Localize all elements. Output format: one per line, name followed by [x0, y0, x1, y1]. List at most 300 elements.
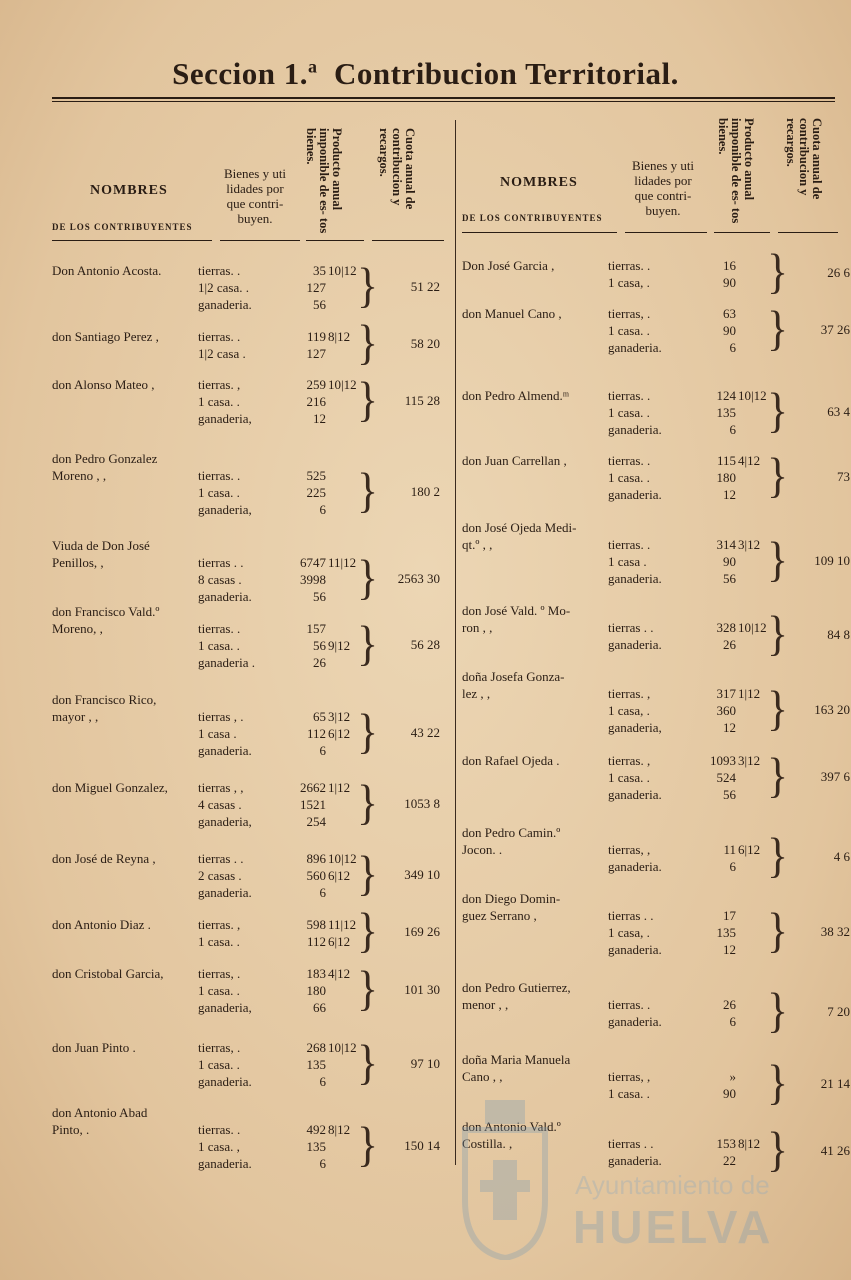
property-product: 26 — [313, 655, 326, 670]
contributor-name — [462, 979, 571, 1013]
property-list — [608, 387, 772, 438]
property-type: tierras, . — [198, 1040, 241, 1055]
property-product — [706, 602, 736, 619]
property-fraction: 6|12 — [738, 842, 761, 857]
property-row — [608, 841, 772, 858]
brace-icon: } — [767, 748, 789, 802]
property-list — [198, 1104, 362, 1172]
property-type: tierras . . — [198, 555, 244, 570]
property-list — [608, 668, 772, 736]
property-row — [198, 965, 362, 982]
property-type: 4 casas . — [198, 797, 242, 812]
property-type: ganaderia, — [198, 411, 252, 426]
property-row — [198, 796, 362, 813]
annual-quota: 101 30 — [404, 981, 440, 997]
property-product: 127 — [306, 280, 326, 295]
annual-quota: 2563 30 — [397, 570, 440, 586]
brace-icon: } — [767, 903, 789, 957]
property-row — [608, 786, 772, 803]
property-product: 6 — [319, 1074, 326, 1089]
property-product: 56 — [313, 297, 326, 312]
property-row — [608, 257, 772, 274]
entry-left-6 — [52, 603, 442, 703]
annual-quota: 63 4 — [827, 403, 850, 419]
header-underline-left-4 — [372, 240, 444, 241]
property-product — [706, 519, 736, 536]
property-product: 135 — [306, 1139, 326, 1154]
property-type: ganaderia. — [608, 571, 662, 586]
brace-icon: } — [357, 846, 379, 900]
property-product: 492 — [306, 1122, 326, 1137]
property-product: 17 — [723, 908, 736, 923]
brace-icon: } — [767, 532, 789, 586]
property-row — [608, 387, 772, 404]
brace-icon: } — [767, 1055, 789, 1110]
contributor-name-line: don Santiago Perez , — [52, 329, 159, 344]
annual-quota: 51 22 — [410, 278, 440, 294]
brace-icon: } — [767, 828, 789, 883]
property-product: 317 — [716, 686, 736, 701]
property-product: 90 — [723, 554, 736, 569]
property-list — [198, 262, 362, 313]
property-type: tierras. . — [608, 258, 651, 273]
property-product: 3998 — [300, 572, 326, 587]
property-product — [706, 1051, 736, 1068]
property-product: 6 — [319, 502, 326, 517]
header-underline-right-4 — [778, 232, 838, 233]
property-row — [198, 982, 362, 999]
property-type — [608, 890, 706, 907]
property-product — [296, 691, 326, 708]
property-type: tierras . . — [198, 851, 244, 866]
property-fraction: 10|12 — [738, 388, 767, 403]
property-list — [198, 779, 362, 830]
property-row — [608, 996, 772, 1013]
annual-quota: 1053 8 — [404, 795, 440, 811]
property-row — [198, 1104, 362, 1121]
property-product: 135 — [306, 1057, 326, 1072]
page-title — [0, 56, 851, 92]
contributor-name-line: don Alonso Mateo , — [52, 377, 155, 392]
property-row — [198, 691, 362, 708]
property-type — [198, 691, 296, 708]
property-row — [608, 685, 772, 702]
annual-quota: 397 6 — [820, 768, 850, 784]
property-product: 22 — [723, 1153, 736, 1168]
contributor-name-line: Moreno , , — [52, 468, 107, 483]
property-fraction: 10|12 — [328, 851, 357, 866]
property-type: tierras, . — [608, 306, 651, 321]
title-section: Seccion 1. — [172, 56, 308, 91]
property-row — [608, 486, 772, 503]
property-list — [198, 965, 362, 1016]
property-row — [608, 519, 772, 536]
annual-quota: 58 20 — [410, 336, 440, 351]
contributor-name-line: Jocon. . — [462, 842, 503, 857]
property-row — [198, 916, 362, 933]
property-type: tierras. , — [198, 917, 241, 932]
contributor-name — [462, 668, 565, 702]
annual-quota: 7 20 — [827, 1004, 850, 1019]
title-rule — [52, 97, 835, 99]
property-type: tierras, , — [608, 1069, 651, 1084]
property-type: 1 casa. . — [198, 1057, 240, 1072]
contributor-name-line: don Juan Pinto . — [52, 1040, 136, 1055]
property-product — [706, 824, 736, 841]
contributor-name — [462, 519, 576, 553]
property-type: 1 casa, . — [608, 925, 650, 940]
contributor-name — [462, 1051, 570, 1085]
property-fraction: 4|12 — [328, 966, 351, 981]
property-row — [198, 262, 362, 279]
annual-quota: 43 22 — [410, 724, 440, 740]
property-product — [706, 890, 736, 907]
property-product: 6 — [319, 885, 326, 900]
brace-icon: } — [357, 704, 379, 758]
property-product: 26 — [723, 997, 736, 1012]
property-list — [608, 257, 772, 291]
header-producto-left: Producto anual imponible de es- tos bienes. — [304, 128, 344, 234]
property-row — [198, 813, 362, 830]
property-product: 119 — [306, 329, 326, 344]
property-fraction: 8|12 — [738, 1136, 761, 1151]
header-sub-right: DE LOS CONTRIBUYENTES — [462, 213, 603, 223]
contributor-name-line: don José Vald. º Mo- — [462, 603, 571, 618]
entry-left-13 — [52, 1104, 442, 1204]
property-type: 1 casa. . — [608, 770, 650, 785]
contributor-name — [52, 1104, 147, 1138]
property-list — [608, 979, 772, 1030]
property-row — [198, 867, 362, 884]
header-underline-left-3 — [306, 240, 364, 241]
property-type: 1 casa. . — [198, 394, 240, 409]
property-row — [198, 554, 362, 571]
property-row — [608, 824, 772, 841]
property-fraction: 1|12 — [738, 686, 761, 701]
property-fraction: 6|12 — [328, 868, 351, 883]
brace-icon: } — [357, 903, 379, 958]
property-type: ganaderia. — [608, 340, 662, 355]
property-type — [608, 519, 706, 536]
annual-quota: 21 14 — [820, 1076, 850, 1091]
property-type: tierras. . — [198, 468, 241, 483]
coat-of-arms-icon — [455, 1090, 555, 1260]
contributor-name — [462, 387, 569, 404]
property-product: 6 — [729, 1014, 736, 1029]
property-product — [296, 603, 326, 620]
header-cuota-right: Cuota anual de contribucion y recargos. — [784, 118, 824, 200]
property-row — [198, 376, 362, 393]
property-row — [198, 637, 362, 654]
property-product — [706, 979, 736, 996]
property-row — [198, 1121, 362, 1138]
property-type: tierras, . — [198, 966, 241, 981]
annual-quota: 97 10 — [410, 1055, 440, 1071]
property-product — [706, 668, 736, 685]
header-underline-right-3 — [714, 232, 770, 233]
property-row — [198, 708, 362, 725]
property-product: 2662 — [300, 780, 326, 795]
property-type: ganaderia, — [608, 720, 662, 735]
property-row — [198, 1073, 362, 1090]
property-product: 63 — [723, 306, 736, 321]
property-type: 1 casa . — [198, 726, 237, 741]
property-type: ganaderia. — [198, 1074, 252, 1089]
annual-quota: 56 28 — [410, 636, 440, 652]
property-product: 259 — [306, 377, 326, 392]
property-list — [608, 890, 772, 958]
brace-icon: } — [357, 616, 379, 670]
brace-icon: } — [767, 244, 789, 299]
property-type — [608, 979, 706, 996]
header-bienes-left: Bienes y uti lidades por que contri- buyen. — [223, 166, 287, 226]
property-product: 12 — [723, 720, 736, 735]
property-type: ganaderia. — [198, 885, 252, 900]
property-fraction: 10|12 — [328, 263, 357, 278]
property-type — [198, 603, 296, 620]
property-row — [198, 1155, 362, 1172]
property-type: tierras. , — [608, 686, 651, 701]
brace-icon: } — [357, 1117, 379, 1171]
property-row — [608, 924, 772, 941]
contributor-name-line: don Antonio Vald.º — [462, 1119, 561, 1134]
contributor-name-line: Cano , , — [462, 1069, 503, 1084]
property-list — [198, 328, 362, 362]
brace-icon: } — [767, 383, 789, 437]
property-fraction: 1|12 — [328, 780, 351, 795]
brace-icon: } — [767, 301, 789, 355]
property-type: 1 casa. . — [198, 485, 240, 500]
contributor-name-line: Don José Garcia , — [462, 258, 555, 273]
property-type: ganaderia. — [608, 787, 662, 802]
property-row — [608, 636, 772, 653]
property-product: 66 — [313, 1000, 326, 1015]
property-type: 2 casas . — [198, 868, 242, 883]
property-fraction: 10|12 — [738, 620, 767, 635]
annual-quota: 41 26 — [820, 1143, 850, 1158]
property-type: tierras. . — [198, 621, 241, 636]
property-type: tierras , . — [198, 709, 244, 724]
property-row — [608, 602, 772, 619]
annual-quota: 37 26 — [820, 321, 850, 337]
property-product: 12 — [313, 411, 326, 426]
property-product: 112 — [306, 934, 326, 949]
property-product: 328 — [716, 620, 736, 635]
property-fraction: 3|12 — [738, 537, 761, 552]
contributor-name — [52, 603, 159, 637]
property-row — [608, 536, 772, 553]
property-row — [198, 620, 362, 637]
property-type: 1 casa. . — [608, 470, 650, 485]
contributor-name-line: don Francisco Vald.º — [52, 604, 160, 619]
contributor-name-line: mayor , , — [52, 709, 99, 724]
annual-quota: 169 26 — [404, 924, 440, 939]
property-row — [198, 328, 362, 345]
property-row — [198, 999, 362, 1016]
header-underline-left-2 — [220, 240, 300, 241]
contributor-name-line: don Pedro Gutierrez, — [462, 980, 571, 995]
contributor-name-line: don José de Reyna , — [52, 851, 156, 866]
property-type: ganaderia. — [198, 743, 252, 758]
contributor-name-line: Costilla. , — [462, 1136, 513, 1151]
property-fraction: 9|12 — [328, 638, 351, 653]
contributor-name-line: don Diego Domin- — [462, 891, 561, 906]
property-row — [198, 933, 362, 950]
property-type: ganaderia. — [608, 637, 662, 652]
property-type: ganaderia. — [198, 1156, 252, 1171]
header-sub-left: DE LOS CONTRIBUYENTES — [52, 222, 193, 232]
property-product: 90 — [723, 323, 736, 338]
contributor-name — [462, 752, 559, 769]
property-product: » — [729, 1069, 736, 1084]
contributor-name — [462, 602, 570, 636]
property-row — [608, 702, 772, 719]
property-type: 1 casa. . — [608, 405, 650, 420]
brace-icon: } — [357, 463, 379, 517]
property-row — [608, 668, 772, 685]
property-row — [198, 654, 362, 671]
brace-icon: } — [767, 1122, 789, 1177]
property-product: 135 — [716, 405, 736, 420]
property-type — [608, 668, 706, 685]
property-row — [608, 570, 772, 587]
property-type: 8 casas . — [198, 572, 242, 587]
property-type: tierras. , — [198, 377, 241, 392]
header-underline-left-1 — [52, 240, 212, 241]
property-fraction: 8|12 — [328, 1122, 351, 1137]
contributor-name-line: qt.º , , — [462, 537, 493, 552]
header-producto-right: Producto anual imponible de es- tos bienes. — [716, 118, 756, 224]
column-divider — [455, 120, 456, 1165]
property-type: tierras. , — [608, 753, 651, 768]
property-row — [198, 450, 362, 467]
property-type: 1 casa. . — [608, 1086, 650, 1101]
property-product — [296, 1104, 326, 1121]
property-type — [608, 1051, 706, 1068]
property-type: tierras. . — [198, 1122, 241, 1137]
property-fraction: 6|12 — [328, 934, 351, 949]
header-cuota-left: Cuota anual de contribucion y recargos. — [377, 128, 417, 210]
contributor-name-line: don Juan Carrellan , — [462, 453, 567, 468]
brace-icon: } — [767, 983, 789, 1038]
property-type: ganaderia. — [608, 1014, 662, 1029]
property-list — [608, 752, 772, 803]
property-row — [608, 890, 772, 907]
property-product — [296, 537, 326, 554]
property-row — [608, 1068, 772, 1085]
property-row — [608, 619, 772, 636]
annual-quota: 150 14 — [404, 1137, 440, 1153]
property-product: 35 — [313, 263, 326, 278]
property-type — [608, 824, 706, 841]
property-row — [608, 1013, 772, 1030]
title-rest: Contribucion Territorial. — [333, 56, 679, 91]
property-row — [608, 769, 772, 786]
contributor-name-line: don Pedro Camin.º — [462, 825, 561, 840]
contributor-name-line: guez Serrano , — [462, 908, 537, 923]
contributor-name-line: Moreno, , — [52, 621, 103, 636]
brace-icon: } — [767, 681, 789, 735]
property-product: 124 — [716, 388, 736, 403]
contributor-name — [462, 257, 554, 274]
property-product: 216 — [306, 394, 326, 409]
property-product: 157 — [306, 621, 326, 636]
property-type: 1|2 casa . — [198, 346, 246, 361]
contributor-name-line: don Antonio Abad — [52, 1105, 148, 1120]
contributor-name-line: lez , , — [462, 686, 491, 701]
contributor-name-line: don José Ojeda Medi- — [462, 520, 577, 535]
contributor-name-line: don Pedro Almend.ᵐ — [462, 388, 570, 403]
contributor-name-line: don Rafael Ojeda . — [462, 753, 560, 768]
property-row — [198, 296, 362, 313]
property-product: 26 — [723, 637, 736, 652]
property-product: 16 — [723, 258, 736, 273]
property-type: tierras . . — [608, 908, 654, 923]
entry-right-10 — [462, 890, 851, 990]
property-row — [608, 752, 772, 769]
contributor-name-line: doña Maria Manuela — [462, 1052, 571, 1067]
property-type: 1 casa. . — [198, 983, 240, 998]
property-row — [608, 858, 772, 875]
annual-quota: 73 — [837, 468, 850, 484]
contributor-name-line: Pinto, . — [52, 1122, 90, 1137]
property-type — [198, 450, 296, 467]
header-underline-right-2 — [625, 232, 707, 233]
property-type: ganaderia. — [608, 422, 662, 437]
property-type: tierras . . — [608, 1136, 654, 1151]
brace-icon: } — [357, 372, 379, 426]
property-type: ganaderia. — [608, 1153, 662, 1168]
property-type: 1 casa, . — [608, 275, 650, 290]
property-row — [608, 553, 772, 570]
property-product: 12 — [723, 487, 736, 502]
property-product: 6 — [319, 743, 326, 758]
contributor-name — [52, 916, 151, 933]
title-rule-thin — [52, 101, 835, 102]
annual-quota: 109 10 — [814, 552, 850, 568]
property-row — [198, 345, 362, 362]
contributor-name — [52, 779, 168, 796]
property-type — [608, 602, 706, 619]
contributor-name-line: Don Antonio Acosta. — [52, 263, 162, 278]
contributor-name-line: don Pedro Gonzalez — [52, 451, 158, 466]
property-type — [198, 1104, 296, 1121]
contributor-name — [462, 305, 562, 322]
property-product: 115 — [716, 453, 736, 468]
property-type — [198, 537, 296, 554]
property-row — [198, 537, 362, 554]
contributor-name — [52, 537, 150, 571]
property-row — [608, 421, 772, 438]
property-product: 56 — [723, 571, 736, 586]
property-fraction: 3|12 — [328, 709, 351, 724]
property-row — [198, 410, 362, 427]
property-product: 525 — [306, 468, 326, 483]
watermark-line2: HUELVA — [573, 1201, 774, 1253]
property-row — [608, 907, 772, 924]
property-list — [198, 537, 362, 605]
brace-icon: } — [357, 315, 379, 370]
annual-quota: 115 28 — [404, 392, 440, 408]
property-type: tierras . . — [608, 620, 654, 635]
property-product: 65 — [313, 709, 326, 724]
brace-icon: } — [357, 961, 379, 1015]
property-product: 90 — [723, 1086, 736, 1101]
property-row — [198, 501, 362, 518]
property-product: 6 — [319, 1156, 326, 1171]
contributor-name — [462, 452, 567, 469]
property-product: 1093 — [710, 753, 736, 768]
